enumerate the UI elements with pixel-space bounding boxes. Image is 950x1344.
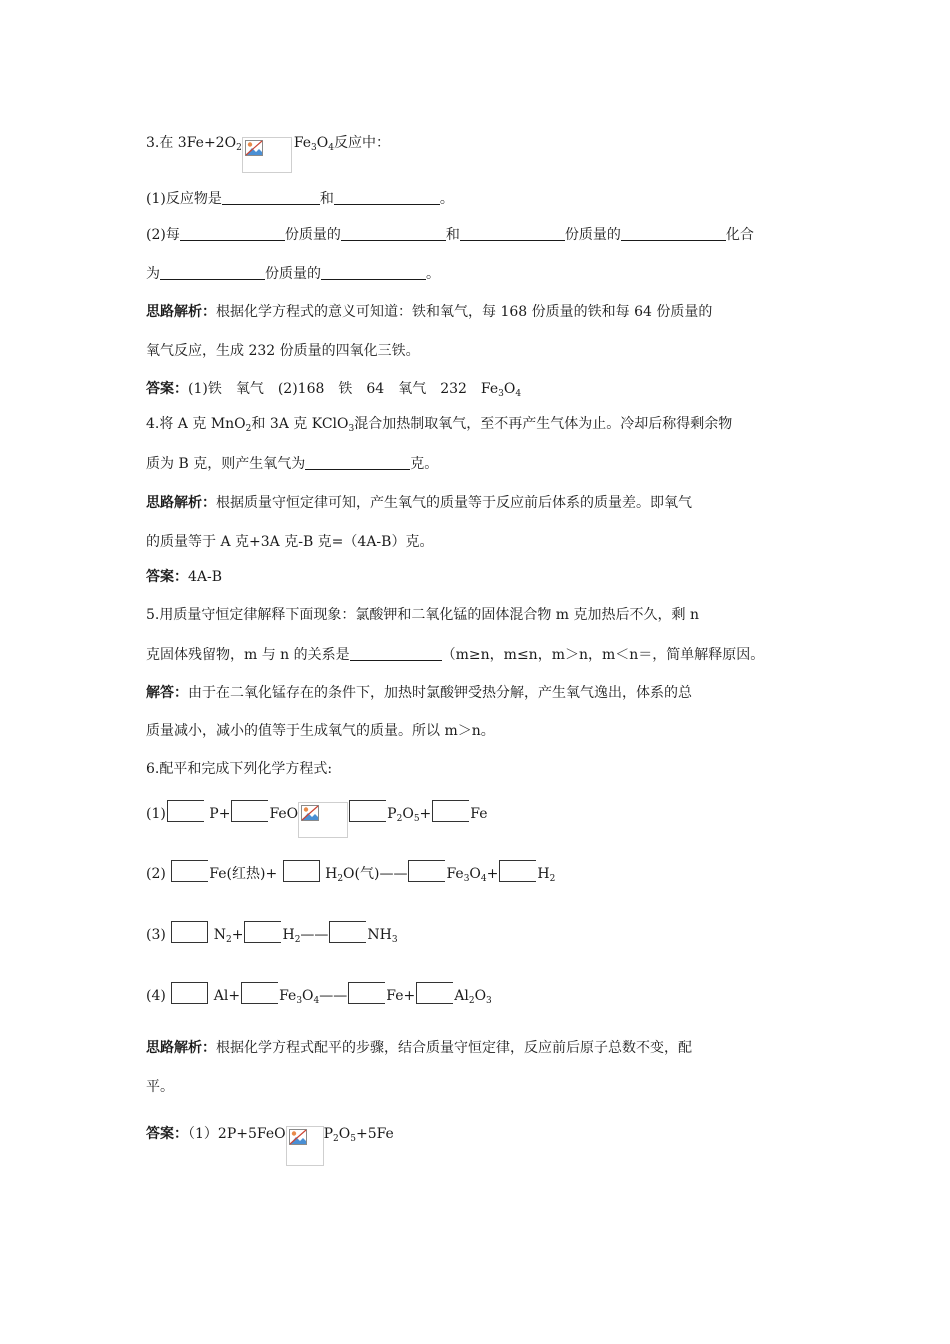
q5-line2-a: 克固体残留物，m 与 n 的关系是 [146,647,350,663]
q4-line1-a: 4.将 A 克 MnO [146,416,246,432]
eq2-d-sub: 2 [549,874,556,884]
q6-analysis-line1 [146,1038,692,1058]
q6-answer-b: P [323,1126,334,1142]
analysis-label: 思路解析： [146,304,216,320]
coefficient-box[interactable] [283,860,320,882]
eq4-c: Fe+ [386,988,416,1004]
q3-answer-sub1: 3 [498,389,504,399]
analysis-label: 思路解析： [146,495,216,511]
q6-analysis-2: 平。 [146,1079,174,1095]
answer-blank[interactable] [341,226,446,241]
q3-answer-text: (1)铁 氧气 (2)168 铁 64 氧气 232 Fe [188,381,499,397]
q6-answer-sub2: 5 [350,1134,356,1144]
q3-part2-b: 份质量的 [284,227,341,243]
q6-answer-sub1: 2 [333,1134,339,1144]
q3-part1-label: (1)反应物是 [146,191,222,207]
eq4-d-o: O [474,988,487,1004]
q3-analysis-1: 根据化学方程式的意义可知道：铁和氧气，每 168 份质量的铁和每 64 份质量的 [216,304,713,320]
q3-product-o: O [316,135,329,151]
q6-answer-a: （1）2P+5FeO [188,1126,286,1142]
q5-stem-line2 [146,645,764,665]
eq3-c: NH [367,927,392,943]
answer-blank[interactable] [222,190,320,205]
q3-part1-and: 和 [319,191,334,207]
eq4-a: Al+ [213,988,241,1004]
q3-analysis-2: 氧气反应，生成 232 份质量的四氧化三铁。 [146,343,420,359]
q3-part2-e: 化合 [725,227,754,243]
eq2-num: (2) [146,866,166,882]
q3-part1 [146,189,454,209]
q3-answer [146,379,521,404]
q3-part2-c: 和 [445,227,460,243]
q3-part2-line1 [146,225,754,245]
q4-answer [146,567,222,587]
q4-stem-line1 [146,414,732,439]
q4-analysis-2: 的质量等于 A 克+3A 克-B 克=（4A-B）克。 [146,534,434,550]
q6-answer [146,1124,394,1166]
q4-analysis-line2 [146,532,433,552]
eq3-a-sub: 2 [226,935,232,945]
q4-line1-c: 混合加热制取氧气，至不再产生气体为止。冷却后称得剩余物 [354,416,733,432]
eq1-c-sub1: 2 [396,814,403,824]
answer-blank[interactable] [160,265,265,280]
q3-prefix: 3.在 3Fe+2O [146,135,237,151]
coefficient-box[interactable] [348,982,385,1004]
q3-answer-sub2: 4 [515,389,522,399]
q6-title-text: 6.配平和完成下列化学方程式: [146,761,333,777]
answer-blank[interactable] [305,455,410,470]
eq3-b-sub: 2 [294,935,301,945]
q5-line1: 5.用质量守恒定律解释下面现象：氯酸钾和二氧化锰的固体混合物 m 克加热后不久，剩 n [146,607,699,623]
eq4-d-sub1: 2 [468,996,475,1006]
q5-answer-line1 [146,683,692,703]
q3-analysis-line2 [146,341,420,361]
coefficient-box[interactable] [241,982,278,1004]
q3-product: Fe [293,135,312,151]
eq4-b-o: O [302,988,314,1004]
q5-line2-b: （m≥n，m≤n，m＞n，m＜n＝，简单解释原因。 [441,647,765,663]
q4-line2-b: 克。 [410,456,439,472]
q3-part1-end: 。 [439,191,454,207]
broken-image-icon [245,140,263,156]
eq2-c-sub2: 4 [480,874,487,884]
coefficient-box[interactable] [231,800,268,822]
eq3-a-plus: + [231,927,244,943]
eq4-b: Fe [279,988,297,1004]
eq4-d-sub2: 3 [486,996,492,1006]
coefficient-box[interactable] [408,860,445,882]
q5-answer-2: 质量减小，减小的值等于生成氧气的质量。所以 m＞n。 [146,723,495,739]
answer-blank[interactable] [460,226,565,241]
eq2-b: H [325,866,338,882]
coefficient-box[interactable] [244,921,281,943]
eq1-num: (1) [146,806,166,822]
answer-label: 解答： [146,685,188,701]
eq2-c: Fe [446,866,464,882]
reaction-condition-image [286,1126,324,1166]
eq1-c-o: O [402,806,414,822]
q3-suffix: 反应中： [334,135,390,151]
q6-title [146,759,332,779]
coefficient-box[interactable] [432,800,469,822]
eq1-a: P+ [209,806,231,822]
broken-image-icon [301,805,319,821]
answer-blank[interactable] [334,190,440,205]
analysis-label: 思路解析： [146,1040,216,1056]
q3-product-sub2: 4 [328,143,334,153]
coefficient-box[interactable] [349,800,386,822]
q6-analysis-line2 [146,1077,174,1097]
answer-blank[interactable] [321,265,426,280]
q3-part2-f: 为 [146,266,160,282]
q3-part2-a: (2)每 [146,227,180,243]
eq4-num: (4) [146,988,166,1004]
q6-equation-2 [146,860,555,889]
answer-label: 答案： [146,381,188,397]
q4-line2-a: 质为 B 克，则产生氧气为 [146,456,306,472]
q4-analysis-1: 根据质量守恒定律可知，产生氧气的质量等于反应前后体系的质量差。即氧气 [216,495,692,511]
q3-analysis-line1 [146,302,712,322]
q6-analysis-1: 根据化学方程式配平的步骤，结合质量守恒定律，反应前后原子总数不变，配 [216,1040,692,1056]
eq3-a: N [213,927,226,943]
q4-line1-sub: 2 [245,424,252,434]
q6-equation-3 [146,921,398,950]
answer-blank[interactable] [180,226,285,241]
answer-label: 答案： [146,569,188,585]
q3-part2-g: 份质量的 [265,266,321,282]
q6-equation-1 [146,800,488,838]
q4-stem-line2 [146,454,438,474]
reaction-condition-image [242,137,292,173]
coefficient-box[interactable] [416,982,453,1004]
answer-label: 答案： [146,1126,188,1142]
q3-part2-h: 。 [426,266,440,282]
eq1-c-sub2: 5 [413,814,420,824]
coefficient-box[interactable] [171,860,208,882]
eq4-b-sub1: 3 [296,996,303,1006]
eq3-c-sub: 3 [391,935,398,945]
eq3-b-arrow: —— [300,927,329,943]
q3-part2-line2 [146,264,440,284]
eq1-b: FeO [269,806,299,822]
broken-image-icon [289,1129,307,1145]
eq2-c-plus: + [486,866,499,882]
coefficient-box[interactable] [499,860,536,882]
answer-blank[interactable] [621,226,726,241]
q4-analysis-line1 [146,493,692,513]
coefficient-box[interactable] [167,800,204,822]
eq2-c-o: O [469,866,481,882]
q5-answer-1: 由于在二氧化锰存在的条件下，加热时氯酸钾受热分解，产生氧气逸出，体系的总 [188,685,692,701]
eq2-a: Fe(红热)+ [209,866,278,882]
q3-o2-subscript: 2 [236,143,242,153]
reaction-condition-image [298,802,348,838]
q3-answer-o: O [503,381,516,397]
eq4-b-arrow: —— [319,988,348,1004]
answer-blank[interactable] [350,646,442,661]
coefficient-box[interactable] [171,982,208,1004]
eq2-b-rest: O(气)—— [343,866,408,882]
q4-answer-text: 4A-B [188,569,223,585]
coefficient-box[interactable] [171,921,208,943]
coefficient-box[interactable] [329,921,366,943]
eq1-d: Fe [470,806,488,822]
q3-part2-d: 份质量的 [564,227,621,243]
eq1-c-plus: + [419,806,432,822]
eq1-c: P [387,806,397,822]
q4-line1-sub2: 3 [348,424,355,434]
q4-line1-b: 和 3A 克 KClO [251,416,349,432]
eq4-d: Al [454,988,469,1004]
eq3-b: H [282,927,295,943]
eq3-num: (3) [146,927,166,943]
q3-product-sub1: 3 [311,143,317,153]
q6-answer-o: O [338,1126,351,1142]
eq2-b-sub: 2 [337,874,344,884]
eq2-c-sub1: 3 [463,874,470,884]
eq2-d: H [537,866,550,882]
eq4-b-sub2: 4 [313,996,320,1006]
q6-equation-4 [146,982,492,1011]
q6-answer-c: +5Fe [355,1126,394,1142]
q3-stem [146,133,390,173]
q5-answer-line2 [146,721,495,741]
q5-stem-line1 [146,605,699,625]
